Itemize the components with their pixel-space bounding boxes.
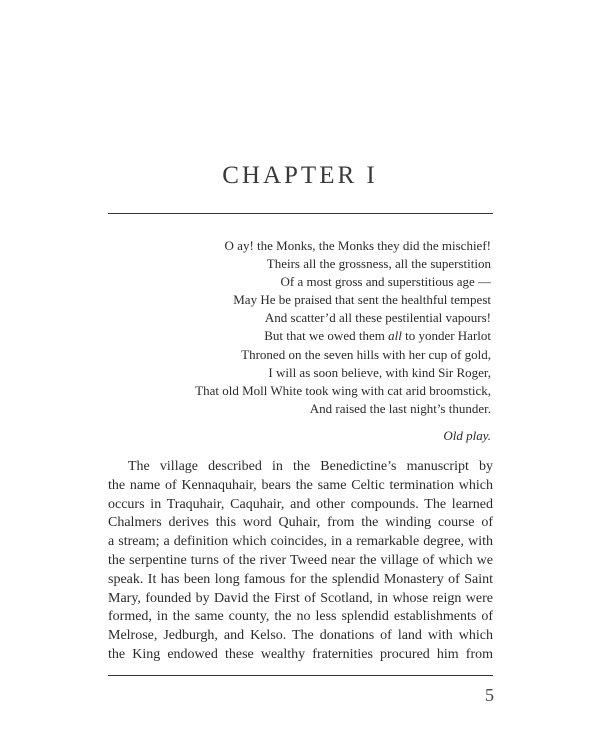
epigraph-attribution: Old play. xyxy=(443,428,491,443)
paragraph-line: the King endowed these wealthy fraternities procured him from xyxy=(108,646,493,662)
emphasis: all xyxy=(388,328,402,344)
paragraph-line: a stream; a definition which coincides, in a remarkable degree, with xyxy=(108,534,493,550)
epigraph-line: I will as soon believe, with kind Sir Roger, xyxy=(268,364,491,380)
epigraph-line: And scatter’d all these pestilential vapours! xyxy=(264,310,491,326)
paragraph-line: occurs in Traquhair, Caquhair, and other compounds. The learned xyxy=(108,496,493,512)
epigraph-line: Throned on the seven hills with her cup of gold, xyxy=(241,346,491,362)
paragraph-line: The village described in the Benedictine’s manuscript by xyxy=(128,459,493,474)
epigraph-line: Theirs all the grossness, all the superstition xyxy=(266,256,491,272)
bottom-divider xyxy=(108,675,493,676)
epigraph xyxy=(71,237,491,418)
paragraph-line: the serpentine turns of the river Tweed near the village of which we xyxy=(108,552,493,568)
epigraph-line: But that we owed them all to yonder Harlot xyxy=(264,328,491,344)
body-paragraph xyxy=(108,458,493,665)
paragraph-line: speak. It has been long famous for the splendid Monastery of Saint xyxy=(108,571,493,587)
epigraph-line: May He be praised that sent the healthful tempest xyxy=(233,292,491,308)
page-number: 5 xyxy=(485,685,494,705)
epigraph-line: And raised the last night’s thunder. xyxy=(309,400,491,416)
paragraph-line: Mary, founded by David the First of Scotland, in whose reign were xyxy=(108,590,493,606)
paragraph-line: the name of Kennaquhair, bears the same Celtic termination which xyxy=(108,477,493,493)
paragraph-line: Melrose, Jedburgh, and Kelso. The donations of land with which xyxy=(108,628,493,644)
paragraph-line: formed, in the same county, the no less splendid establishments of xyxy=(108,609,493,625)
top-divider xyxy=(108,213,493,214)
chapter-title: CHAPTER I xyxy=(222,162,378,189)
paragraph-line: Chalmers derives this word Quhair, from the winding course of xyxy=(108,515,493,531)
epigraph-line: O ay! the Monks, the Monks they did the mischief! xyxy=(224,238,491,253)
epigraph-line: Of a most gross and superstitious age — xyxy=(280,274,491,290)
epigraph-line: That old Moll White took wing with cat arid broomstick, xyxy=(195,382,491,398)
